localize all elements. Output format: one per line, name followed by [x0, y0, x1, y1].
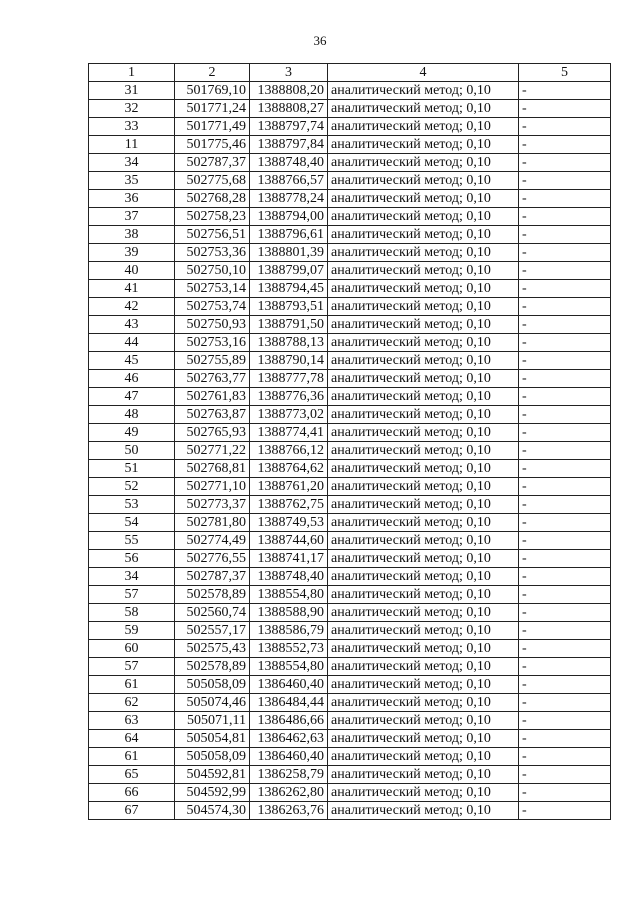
note-cell: - [519, 658, 611, 676]
note-cell: - [519, 766, 611, 784]
method-cell: аналитический метод; 0,10 [328, 370, 519, 388]
method-cell: аналитический метод; 0,10 [328, 334, 519, 352]
table-row [89, 136, 611, 154]
point-number-cell: 49 [89, 424, 175, 442]
x-coordinate-cell: 502763,87 [175, 406, 250, 424]
table-row [89, 100, 611, 118]
note-cell: - [519, 676, 611, 694]
x-coordinate-cell: 505058,09 [175, 676, 250, 694]
note-cell: - [519, 622, 611, 640]
table-row [89, 298, 611, 316]
table-row [89, 712, 611, 730]
table-row [89, 280, 611, 298]
header-cell-y: 3 [250, 64, 328, 82]
y-coordinate-cell: 1388801,39 [250, 244, 328, 262]
y-coordinate-cell: 1388748,40 [250, 154, 328, 172]
note-cell: - [519, 82, 611, 100]
point-number-cell: 53 [89, 496, 175, 514]
point-number-cell: 46 [89, 370, 175, 388]
method-cell: аналитический метод; 0,10 [328, 640, 519, 658]
x-coordinate-cell: 502578,89 [175, 586, 250, 604]
table-row [89, 334, 611, 352]
table-row [89, 460, 611, 478]
note-cell: - [519, 442, 611, 460]
x-coordinate-cell: 502763,77 [175, 370, 250, 388]
point-number-cell: 61 [89, 676, 175, 694]
y-coordinate-cell: 1388774,41 [250, 424, 328, 442]
table-row [89, 244, 611, 262]
note-cell: - [519, 784, 611, 802]
point-number-cell: 66 [89, 784, 175, 802]
point-number-cell: 59 [89, 622, 175, 640]
table-row [89, 190, 611, 208]
note-cell: - [519, 118, 611, 136]
x-coordinate-cell: 505054,81 [175, 730, 250, 748]
x-coordinate-cell: 502753,14 [175, 280, 250, 298]
point-number-cell: 35 [89, 172, 175, 190]
point-number-cell: 31 [89, 82, 175, 100]
point-number-cell: 39 [89, 244, 175, 262]
x-coordinate-cell: 501775,46 [175, 136, 250, 154]
y-coordinate-cell: 1388764,62 [250, 460, 328, 478]
y-coordinate-cell: 1386263,76 [250, 802, 328, 820]
x-coordinate-cell: 502755,89 [175, 352, 250, 370]
table-row [89, 208, 611, 226]
point-number-cell: 34 [89, 568, 175, 586]
point-number-cell: 64 [89, 730, 175, 748]
x-coordinate-cell: 501771,24 [175, 100, 250, 118]
note-cell: - [519, 406, 611, 424]
method-cell: аналитический метод; 0,10 [328, 676, 519, 694]
y-coordinate-cell: 1388776,36 [250, 388, 328, 406]
note-cell: - [519, 550, 611, 568]
point-number-cell: 57 [89, 586, 175, 604]
table-row [89, 658, 611, 676]
note-cell: - [519, 496, 611, 514]
note-cell: - [519, 370, 611, 388]
note-cell: - [519, 208, 611, 226]
x-coordinate-cell: 502768,28 [175, 190, 250, 208]
y-coordinate-cell: 1388799,07 [250, 262, 328, 280]
point-number-cell: 44 [89, 334, 175, 352]
y-coordinate-cell: 1388797,84 [250, 136, 328, 154]
table-row [89, 154, 611, 172]
y-coordinate-cell: 1388552,73 [250, 640, 328, 658]
x-coordinate-cell: 502771,22 [175, 442, 250, 460]
header-row [89, 64, 611, 82]
x-coordinate-cell: 502781,80 [175, 514, 250, 532]
note-cell: - [519, 190, 611, 208]
point-number-cell: 65 [89, 766, 175, 784]
y-coordinate-cell: 1388778,24 [250, 190, 328, 208]
x-coordinate-cell: 505058,09 [175, 748, 250, 766]
y-coordinate-cell: 1388586,79 [250, 622, 328, 640]
point-number-cell: 42 [89, 298, 175, 316]
x-coordinate-cell: 502575,43 [175, 640, 250, 658]
point-number-cell: 61 [89, 748, 175, 766]
y-coordinate-cell: 1386462,63 [250, 730, 328, 748]
point-number-cell: 52 [89, 478, 175, 496]
method-cell: аналитический метод; 0,10 [328, 442, 519, 460]
note-cell: - [519, 334, 611, 352]
point-number-cell: 50 [89, 442, 175, 460]
table-row [89, 640, 611, 658]
header-cell-method: 4 [328, 64, 519, 82]
point-number-cell: 36 [89, 190, 175, 208]
table-row [89, 586, 611, 604]
method-cell: аналитический метод; 0,10 [328, 586, 519, 604]
y-coordinate-cell: 1388790,14 [250, 352, 328, 370]
method-cell: аналитический метод; 0,10 [328, 694, 519, 712]
table-row [89, 496, 611, 514]
method-cell: аналитический метод; 0,10 [328, 136, 519, 154]
header-cell-point-number: 1 [89, 64, 175, 82]
method-cell: аналитический метод; 0,10 [328, 604, 519, 622]
method-cell: аналитический метод; 0,10 [328, 460, 519, 478]
x-coordinate-cell: 501771,49 [175, 118, 250, 136]
x-coordinate-cell: 502761,83 [175, 388, 250, 406]
x-coordinate-cell: 501769,10 [175, 82, 250, 100]
note-cell: - [519, 730, 611, 748]
table-row [89, 226, 611, 244]
method-cell: аналитический метод; 0,10 [328, 226, 519, 244]
x-coordinate-cell: 504592,99 [175, 784, 250, 802]
header-cell-x: 2 [175, 64, 250, 82]
x-coordinate-cell: 502753,16 [175, 334, 250, 352]
coordinates-table [88, 63, 611, 820]
point-number-cell: 48 [89, 406, 175, 424]
point-number-cell: 33 [89, 118, 175, 136]
point-number-cell: 32 [89, 100, 175, 118]
table-row [89, 316, 611, 334]
y-coordinate-cell: 1388766,12 [250, 442, 328, 460]
note-cell: - [519, 172, 611, 190]
method-cell: аналитический метод; 0,10 [328, 262, 519, 280]
y-coordinate-cell: 1386460,40 [250, 748, 328, 766]
x-coordinate-cell: 502758,23 [175, 208, 250, 226]
note-cell: - [519, 100, 611, 118]
y-coordinate-cell: 1388794,00 [250, 208, 328, 226]
x-coordinate-cell: 502578,89 [175, 658, 250, 676]
y-coordinate-cell: 1388749,53 [250, 514, 328, 532]
point-number-cell: 63 [89, 712, 175, 730]
note-cell: - [519, 298, 611, 316]
method-cell: аналитический метод; 0,10 [328, 352, 519, 370]
note-cell: - [519, 280, 611, 298]
note-cell: - [519, 568, 611, 586]
table-row [89, 172, 611, 190]
method-cell: аналитический метод; 0,10 [328, 550, 519, 568]
x-coordinate-cell: 502787,37 [175, 568, 250, 586]
table-row [89, 442, 611, 460]
note-cell: - [519, 352, 611, 370]
method-cell: аналитический метод; 0,10 [328, 316, 519, 334]
point-number-cell: 54 [89, 514, 175, 532]
table-header [89, 64, 611, 82]
method-cell: аналитический метод; 0,10 [328, 388, 519, 406]
note-cell: - [519, 460, 611, 478]
method-cell: аналитический метод; 0,10 [328, 622, 519, 640]
y-coordinate-cell: 1388744,60 [250, 532, 328, 550]
point-number-cell: 11 [89, 136, 175, 154]
method-cell: аналитический метод; 0,10 [328, 172, 519, 190]
point-number-cell: 38 [89, 226, 175, 244]
y-coordinate-cell: 1388796,61 [250, 226, 328, 244]
point-number-cell: 51 [89, 460, 175, 478]
x-coordinate-cell: 504592,81 [175, 766, 250, 784]
point-number-cell: 47 [89, 388, 175, 406]
x-coordinate-cell: 502765,93 [175, 424, 250, 442]
method-cell: аналитический метод; 0,10 [328, 766, 519, 784]
table-row [89, 802, 611, 820]
point-number-cell: 60 [89, 640, 175, 658]
y-coordinate-cell: 1386262,80 [250, 784, 328, 802]
y-coordinate-cell: 1388797,74 [250, 118, 328, 136]
x-coordinate-cell: 502787,37 [175, 154, 250, 172]
y-coordinate-cell: 1388588,90 [250, 604, 328, 622]
y-coordinate-cell: 1386484,44 [250, 694, 328, 712]
x-coordinate-cell: 502756,51 [175, 226, 250, 244]
y-coordinate-cell: 1388554,80 [250, 658, 328, 676]
point-number-cell: 57 [89, 658, 175, 676]
method-cell: аналитический метод; 0,10 [328, 532, 519, 550]
x-coordinate-cell: 502776,55 [175, 550, 250, 568]
note-cell: - [519, 262, 611, 280]
point-number-cell: 40 [89, 262, 175, 280]
y-coordinate-cell: 1388808,27 [250, 100, 328, 118]
point-number-cell: 37 [89, 208, 175, 226]
method-cell: аналитический метод; 0,10 [328, 190, 519, 208]
x-coordinate-cell: 502750,93 [175, 316, 250, 334]
table-row [89, 784, 611, 802]
table-row [89, 82, 611, 100]
method-cell: аналитический метод; 0,10 [328, 748, 519, 766]
table-row [89, 748, 611, 766]
page-number: 36 [313, 33, 327, 48]
point-number-cell: 41 [89, 280, 175, 298]
table-row [89, 478, 611, 496]
point-number-cell: 62 [89, 694, 175, 712]
table-row [89, 622, 611, 640]
table-row [89, 262, 611, 280]
x-coordinate-cell: 502771,10 [175, 478, 250, 496]
x-coordinate-cell: 502753,74 [175, 298, 250, 316]
note-cell: - [519, 226, 611, 244]
method-cell: аналитический метод; 0,10 [328, 712, 519, 730]
x-coordinate-cell: 505074,46 [175, 694, 250, 712]
table-row [89, 766, 611, 784]
table-row [89, 118, 611, 136]
note-cell: - [519, 586, 611, 604]
x-coordinate-cell: 502753,36 [175, 244, 250, 262]
method-cell: аналитический метод; 0,10 [328, 244, 519, 262]
x-coordinate-cell: 502774,49 [175, 532, 250, 550]
note-cell: - [519, 604, 611, 622]
note-cell: - [519, 712, 611, 730]
table-row [89, 604, 611, 622]
y-coordinate-cell: 1388788,13 [250, 334, 328, 352]
note-cell: - [519, 532, 611, 550]
point-number-cell: 56 [89, 550, 175, 568]
y-coordinate-cell: 1388761,20 [250, 478, 328, 496]
y-coordinate-cell: 1388766,57 [250, 172, 328, 190]
method-cell: аналитический метод; 0,10 [328, 568, 519, 586]
point-number-cell: 67 [89, 802, 175, 820]
method-cell: аналитический метод; 0,10 [328, 802, 519, 820]
table-row [89, 352, 611, 370]
y-coordinate-cell: 1386258,79 [250, 766, 328, 784]
method-cell: аналитический метод; 0,10 [328, 730, 519, 748]
x-coordinate-cell: 502768,81 [175, 460, 250, 478]
x-coordinate-cell: 502557,17 [175, 622, 250, 640]
y-coordinate-cell: 1388554,80 [250, 586, 328, 604]
table-row [89, 514, 611, 532]
table-row [89, 730, 611, 748]
method-cell: аналитический метод; 0,10 [328, 280, 519, 298]
note-cell: - [519, 478, 611, 496]
y-coordinate-cell: 1388762,75 [250, 496, 328, 514]
y-coordinate-cell: 1388777,78 [250, 370, 328, 388]
note-cell: - [519, 514, 611, 532]
table-row [89, 370, 611, 388]
y-coordinate-cell: 1388748,40 [250, 568, 328, 586]
method-cell: аналитический метод; 0,10 [328, 298, 519, 316]
y-coordinate-cell: 1386460,40 [250, 676, 328, 694]
point-number-cell: 58 [89, 604, 175, 622]
method-cell: аналитический метод; 0,10 [328, 658, 519, 676]
note-cell: - [519, 154, 611, 172]
y-coordinate-cell: 1388808,20 [250, 82, 328, 100]
method-cell: аналитический метод; 0,10 [328, 496, 519, 514]
point-number-cell: 34 [89, 154, 175, 172]
method-cell: аналитический метод; 0,10 [328, 406, 519, 424]
y-coordinate-cell: 1388791,50 [250, 316, 328, 334]
note-cell: - [519, 136, 611, 154]
point-number-cell: 43 [89, 316, 175, 334]
note-cell: - [519, 388, 611, 406]
note-cell: - [519, 748, 611, 766]
y-coordinate-cell: 1388794,45 [250, 280, 328, 298]
table-row [89, 406, 611, 424]
method-cell: аналитический метод; 0,10 [328, 208, 519, 226]
method-cell: аналитический метод; 0,10 [328, 784, 519, 802]
x-coordinate-cell: 502560,74 [175, 604, 250, 622]
x-coordinate-cell: 505071,11 [175, 712, 250, 730]
method-cell: аналитический метод; 0,10 [328, 100, 519, 118]
note-cell: - [519, 802, 611, 820]
table-row [89, 550, 611, 568]
method-cell: аналитический метод; 0,10 [328, 82, 519, 100]
note-cell: - [519, 424, 611, 442]
note-cell: - [519, 694, 611, 712]
table-row [89, 424, 611, 442]
table-row [89, 568, 611, 586]
x-coordinate-cell: 502750,10 [175, 262, 250, 280]
header-cell-note: 5 [519, 64, 611, 82]
note-cell: - [519, 640, 611, 658]
note-cell: - [519, 316, 611, 334]
method-cell: аналитический метод; 0,10 [328, 424, 519, 442]
method-cell: аналитический метод; 0,10 [328, 154, 519, 172]
y-coordinate-cell: 1388741,17 [250, 550, 328, 568]
y-coordinate-cell: 1388773,02 [250, 406, 328, 424]
table-body [89, 82, 611, 820]
table-row [89, 676, 611, 694]
table-row [89, 388, 611, 406]
note-cell: - [519, 244, 611, 262]
method-cell: аналитический метод; 0,10 [328, 478, 519, 496]
y-coordinate-cell: 1386486,66 [250, 712, 328, 730]
x-coordinate-cell: 502775,68 [175, 172, 250, 190]
point-number-cell: 45 [89, 352, 175, 370]
x-coordinate-cell: 504574,30 [175, 802, 250, 820]
table-row [89, 532, 611, 550]
method-cell: аналитический метод; 0,10 [328, 118, 519, 136]
table-row [89, 694, 611, 712]
point-number-cell: 55 [89, 532, 175, 550]
method-cell: аналитический метод; 0,10 [328, 514, 519, 532]
y-coordinate-cell: 1388793,51 [250, 298, 328, 316]
x-coordinate-cell: 502773,37 [175, 496, 250, 514]
